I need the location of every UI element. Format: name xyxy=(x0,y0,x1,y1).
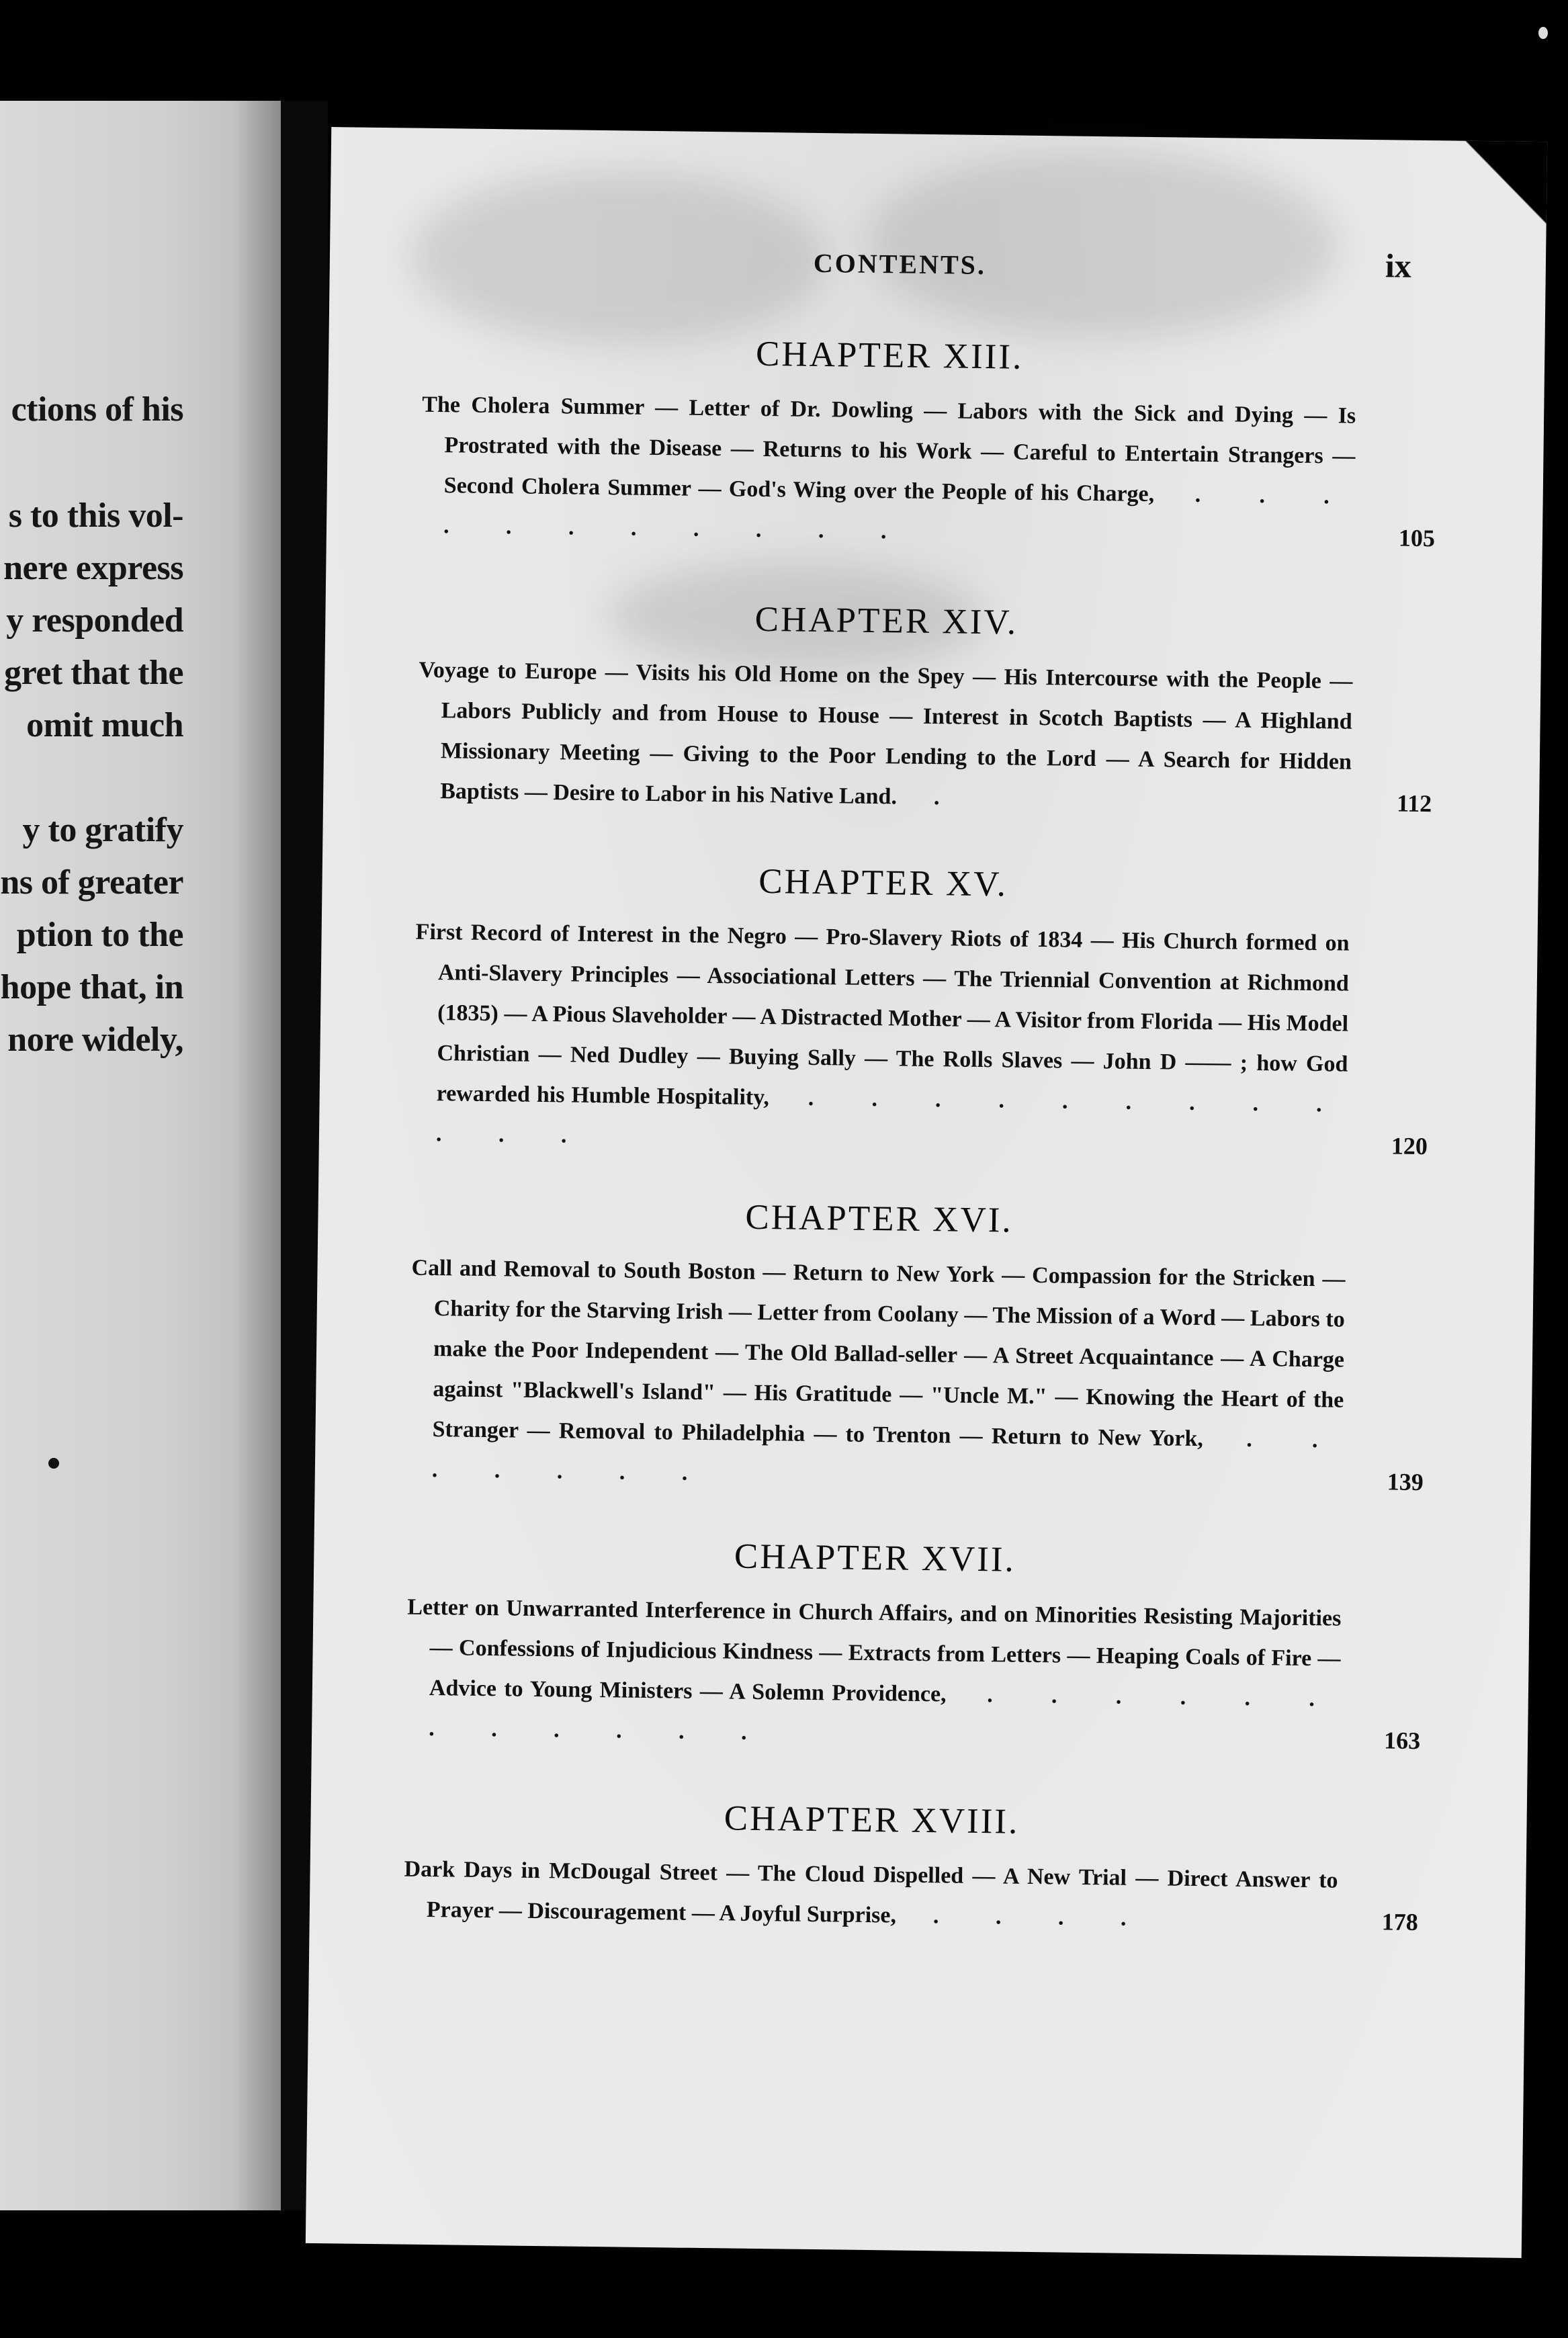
facing-page-line: nere express xyxy=(3,549,183,587)
chapter-page-number: 163 xyxy=(1383,1727,1421,1755)
chapter-summary xyxy=(404,1850,1419,1942)
chapter-summary xyxy=(406,1588,1421,1760)
chapter-title: CHAPTER XIII. xyxy=(755,334,1024,377)
dot-leaders: . . . . . . . . . . . . xyxy=(435,1085,1348,1148)
facing-page-line: ctions of his xyxy=(11,390,183,429)
chapter-title: CHAPTER XVI. xyxy=(745,1197,1013,1240)
toc-entry xyxy=(413,857,1428,1166)
facing-page-line: gret that the xyxy=(4,654,183,692)
toc-entry xyxy=(409,1193,1424,1502)
chapter-summary xyxy=(409,1248,1424,1502)
chapter-summary xyxy=(417,650,1432,823)
summary-text: Call and Removal to South Boston — Return to New York — Compassion for the Stricken — Charity for the Starving Irish — Letter from Coolany — The Mission of a Word — Labors to make the Poor Independent — The Old Ballad-seller — A Street Acquaintance — A Charge against "Blackwell's Island" — His Gratitude — "Uncle M." — Knowing the Heart of the Stranger — Removal to Philadelphia — to Trenton — Return to New York, xyxy=(411,1255,1346,1452)
toc-entry xyxy=(421,330,1436,558)
dot-leaders: . xyxy=(902,784,965,810)
facing-page-line: s to this vol- xyxy=(8,496,183,535)
toc-entry xyxy=(417,595,1432,823)
foxing-stain xyxy=(409,169,828,349)
chapter-title: CHAPTER XV. xyxy=(758,861,1008,904)
contents-page xyxy=(306,127,1547,2258)
ink-speck xyxy=(48,1458,59,1469)
ink-speck xyxy=(1538,27,1548,39)
chapter-summary xyxy=(421,385,1436,558)
summary-text: Dark Days in McDougal Street — The Cloud Dispelled — A New Trial — Direct Answer to Prayer — Discouragement — A Joyful Surprise, xyxy=(404,1856,1338,1928)
dot-leaders: . . . . . . . . . . . xyxy=(443,482,1355,544)
chapter-page-number: 105 xyxy=(1398,524,1436,552)
foxing-stain xyxy=(867,147,1339,341)
chapter-page-number: 120 xyxy=(1391,1132,1428,1160)
facing-page-line: ns of greater xyxy=(0,863,183,902)
chapter-title: CHAPTER XVIII. xyxy=(724,1799,1020,1842)
facing-page-line: ption to the xyxy=(16,916,183,954)
facing-page-line: y to gratify xyxy=(22,811,183,849)
page-shadow xyxy=(234,101,281,2210)
page-number: ix xyxy=(1385,247,1412,285)
dot-leaders: . . . . xyxy=(902,1903,1152,1932)
chapter-title: CHAPTER XIV. xyxy=(754,599,1018,642)
dot-leaders: . . . . . . . . . . . . xyxy=(428,1682,1341,1745)
folded-corner xyxy=(1432,140,1548,229)
facing-page-line: y responded xyxy=(6,601,183,640)
running-head: CONTENTS. xyxy=(813,247,987,280)
summary-text: The Cholera Summer — Letter of Dr. Dowling — Labors with the Sick and Dying — Is Prostrated with the Disease — Returns to his Work — Careful to Entertain Strangers — Second Cholera Summer — God's Wing over the People of his Charge, xyxy=(422,392,1356,507)
dot-leaders: . . . . . . . xyxy=(431,1426,1344,1486)
toc-entry xyxy=(404,1794,1419,1942)
facing-page xyxy=(0,101,281,2210)
facing-page-line: omit much xyxy=(26,706,183,744)
chapter-page-number: 112 xyxy=(1396,789,1432,818)
chapter-summary xyxy=(413,912,1428,1166)
summary-text: Voyage to Europe — Visits his Old Home on the Spey — His Intercourse with the People — Labors Publicly and from House to House — Interest in Scotch Baptists — A Highland Missionary Meeting — Giving to the Poor Lending to the Lord — A Search for Hidden Baptists — Desire to Labor in his Native Land. xyxy=(419,657,1353,810)
facing-page-line: nore widely, xyxy=(7,1021,183,1059)
chapter-page-number: 139 xyxy=(1387,1468,1424,1496)
chapter-page-number: 178 xyxy=(1381,1908,1419,1936)
chapter-title: CHAPTER XVII. xyxy=(734,1536,1016,1579)
facing-page-line: hope that, in xyxy=(0,968,183,1006)
summary-text: Letter on Unwarranted Interference in Church Affairs, and on Minorities Resisting Majorities — Confessions of Injudicious Kindness — Extracts from Letters — Heaping Coals of Fire — Advice to Young Ministers — A Solemn Providence, xyxy=(407,1594,1342,1707)
summary-text: First Record of Interest in the Negro — Pro-Slavery Riots of 1834 — His Church formed on Anti-Slavery Principles — Associational Letters — The Triennial Convention at Richmond (1835) — A Pious Slaveholder — A Distracted Mother — A Visitor from Florida — His Model Christian — Ned Dudley — Buying Sally — The Rolls Slaves — John D —— ; how God rewarded his Humble Hospitality, xyxy=(415,919,1350,1111)
toc-entry xyxy=(406,1532,1421,1760)
